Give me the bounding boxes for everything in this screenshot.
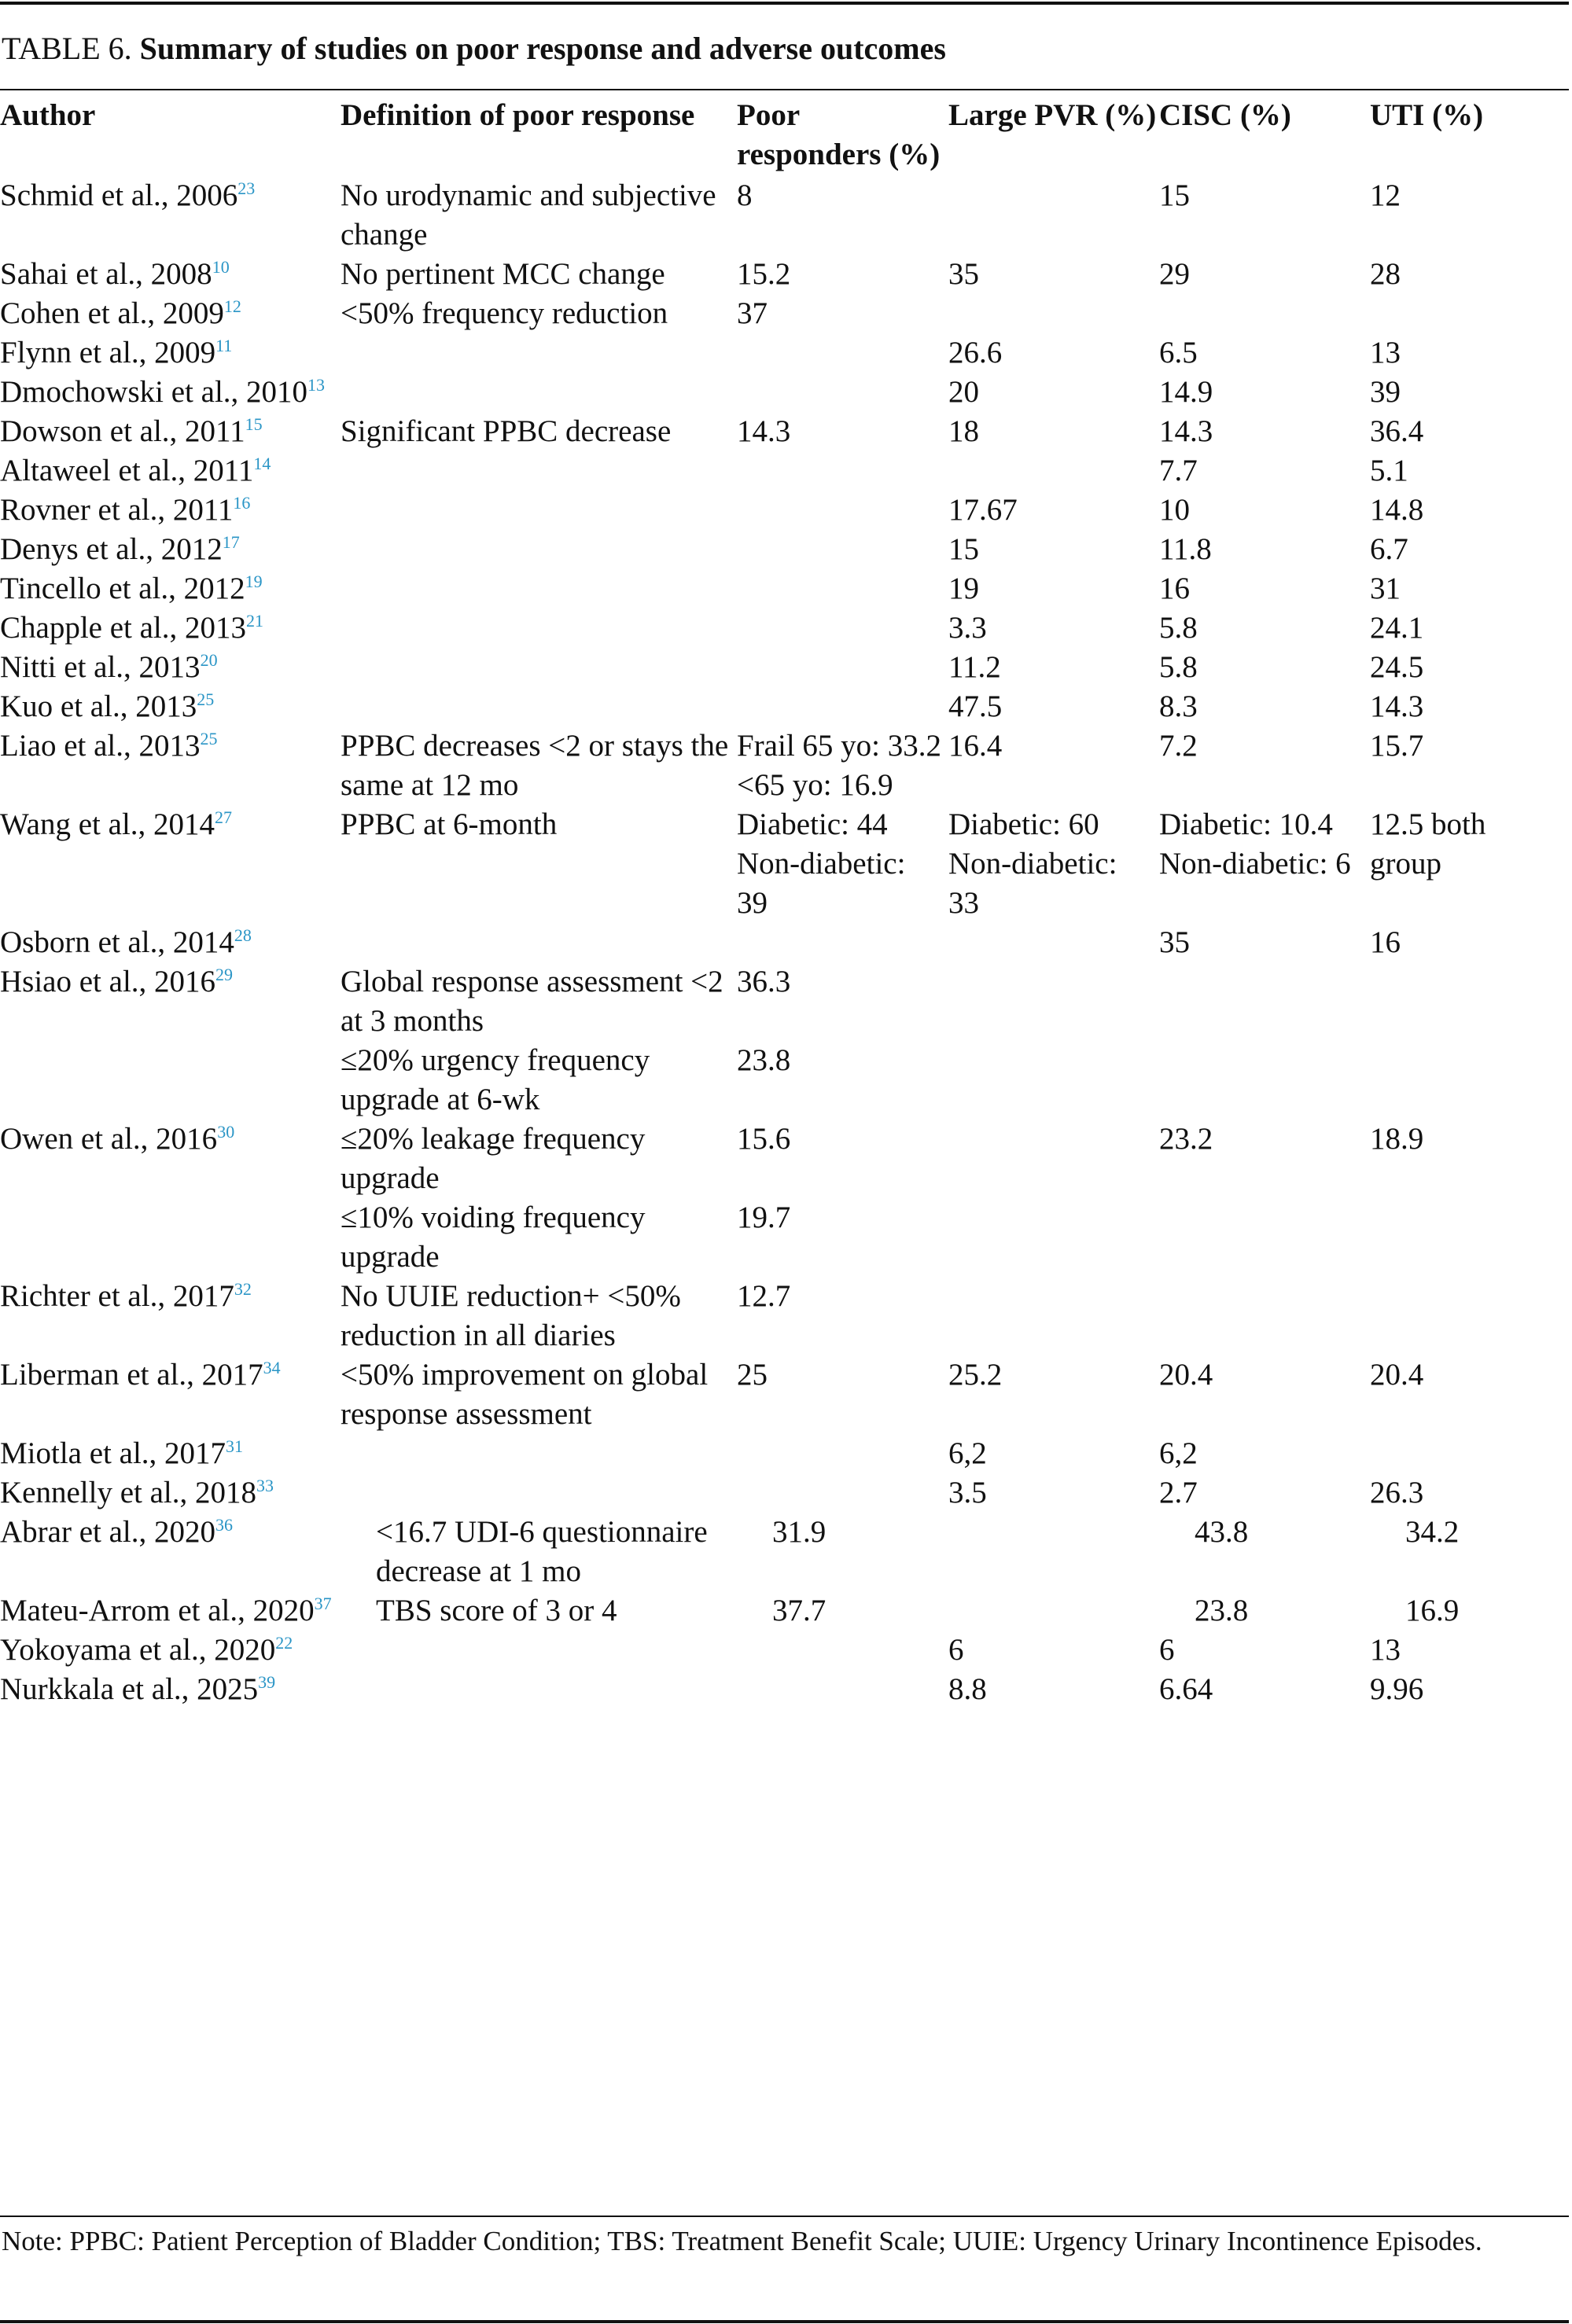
cell-poor bbox=[737, 373, 948, 412]
cell-pvr bbox=[948, 1513, 1159, 1591]
cell-pvr: 20 bbox=[948, 375, 979, 409]
cell-pvr bbox=[948, 1198, 1159, 1277]
table-row bbox=[0, 805, 1569, 923]
cell-definition bbox=[341, 1670, 737, 1709]
cell-definition bbox=[341, 609, 737, 648]
cell-definition: No UUIE reduction+ <50% reduction in all diaries bbox=[341, 1279, 681, 1352]
cell-poor bbox=[737, 491, 948, 530]
citation-ref[interactable]: 39 bbox=[258, 1672, 276, 1692]
cell-author bbox=[0, 491, 341, 530]
cell-pvr: 47.5 bbox=[948, 689, 1003, 723]
citation-ref[interactable]: 16 bbox=[233, 493, 251, 513]
citation-ref[interactable]: 15 bbox=[245, 414, 263, 434]
cell-cisc: 20.4 bbox=[1159, 1358, 1213, 1392]
cell-poor bbox=[737, 1631, 948, 1670]
table-row bbox=[0, 726, 1569, 805]
cell-poor: 12.7 bbox=[737, 1279, 791, 1313]
cell-author bbox=[0, 255, 341, 294]
header-row bbox=[0, 96, 1569, 176]
cell-author bbox=[0, 412, 341, 451]
cell-uti: 14.3 bbox=[1370, 689, 1424, 723]
top-rule bbox=[0, 2, 1569, 5]
table-note: Note: PPBC: Patient Perception of Bladder Condition; TBS: Treatment Benefit Scale; UUIE: Urgency Urinary Incontinence Episodes. bbox=[2, 2226, 1482, 2256]
cell-cisc: 29 bbox=[1159, 257, 1190, 291]
cell-cisc: 5.8 bbox=[1159, 650, 1198, 684]
cell-pvr: 17.67 bbox=[948, 493, 1018, 527]
author-name: Rovner et al., 2011 bbox=[0, 493, 234, 527]
cell-poor bbox=[737, 1473, 948, 1513]
cell-author bbox=[0, 609, 341, 648]
citation-ref[interactable]: 34 bbox=[263, 1358, 281, 1377]
cell-cisc bbox=[1159, 1041, 1370, 1120]
cell-author bbox=[0, 1198, 341, 1277]
citation-ref[interactable]: 33 bbox=[256, 1476, 274, 1495]
author-name: Kennelly et al., 2018 bbox=[0, 1476, 256, 1509]
cell-definition: <50% improvement on global response assessment bbox=[341, 1358, 709, 1431]
cell-cisc: 14.3 bbox=[1159, 414, 1213, 448]
cell-definition bbox=[341, 648, 737, 687]
cell-poor bbox=[737, 569, 948, 609]
citation-ref[interactable]: 27 bbox=[215, 807, 233, 827]
cell-definition bbox=[341, 373, 737, 412]
cell-poor: 36.3 bbox=[737, 965, 791, 998]
author-name: Dowson et al., 2011 bbox=[0, 414, 245, 448]
cell-cisc: 35 bbox=[1159, 925, 1190, 959]
cell-author bbox=[0, 923, 341, 962]
citation-ref[interactable]: 13 bbox=[307, 375, 326, 395]
bottom-rule bbox=[0, 2320, 1569, 2323]
cell-author bbox=[0, 373, 341, 412]
cell-cisc bbox=[1159, 294, 1370, 333]
cell-definition: ≤20% leakage frequency upgrade bbox=[341, 1122, 646, 1195]
cell-pvr: 3.5 bbox=[948, 1476, 987, 1509]
cell-uti bbox=[1370, 294, 1569, 333]
author-name: Hsiao et al., 2016 bbox=[0, 965, 216, 998]
cell-pvr: 16.4 bbox=[948, 729, 1003, 763]
author-name: Kuo et al., 2013 bbox=[0, 689, 197, 723]
table-row bbox=[0, 412, 1569, 451]
cell-author bbox=[0, 1041, 341, 1120]
cell-uti bbox=[1370, 962, 1569, 1041]
cell-pvr bbox=[948, 962, 1159, 1041]
cell-author bbox=[0, 962, 341, 1041]
cell-cisc: 16 bbox=[1159, 572, 1190, 605]
cell-cisc bbox=[1159, 962, 1370, 1041]
cell-definition: Significant PPBC decrease bbox=[341, 414, 672, 448]
cell-author bbox=[0, 1631, 341, 1670]
cell-poor: 19.7 bbox=[737, 1201, 791, 1234]
cell-definition bbox=[341, 1631, 737, 1670]
header-definition: Definition of poor response bbox=[341, 98, 695, 132]
citation-ref[interactable]: 21 bbox=[246, 611, 264, 631]
author-name: Dmochowski et al., 2010 bbox=[0, 375, 308, 409]
cell-cisc: 7.2 bbox=[1159, 729, 1198, 763]
table-row bbox=[0, 255, 1569, 294]
cell-definition: ≤20% urgency frequency upgrade at 6-wk bbox=[341, 1043, 650, 1116]
cell-uti bbox=[1370, 1434, 1569, 1473]
cell-uti: 24.5 bbox=[1370, 650, 1424, 684]
citation-ref[interactable]: 30 bbox=[217, 1122, 235, 1142]
cell-pvr: 6 bbox=[948, 1633, 964, 1667]
cell-poor bbox=[737, 1670, 948, 1709]
cell-uti: 13 bbox=[1370, 336, 1401, 370]
citation-ref[interactable]: 19 bbox=[245, 572, 263, 591]
author-name: Schmid et al., 2006 bbox=[0, 178, 238, 212]
cell-pvr bbox=[948, 176, 1159, 255]
header-large-pvr: Large PVR (%) bbox=[948, 98, 1157, 132]
cell-poor: 37.7 bbox=[772, 1594, 826, 1627]
table-body bbox=[0, 176, 1569, 1709]
table-row bbox=[0, 1120, 1569, 1198]
citation-ref[interactable]: 17 bbox=[222, 532, 240, 552]
cell-author bbox=[0, 1434, 341, 1473]
cell-author bbox=[0, 294, 341, 333]
cell-author bbox=[0, 1277, 341, 1355]
cell-author bbox=[0, 451, 341, 491]
cell-poor bbox=[737, 1434, 948, 1473]
citation-ref[interactable]: 28 bbox=[234, 925, 252, 945]
cell-pvr bbox=[948, 1591, 1159, 1631]
cell-pvr bbox=[948, 923, 1159, 962]
cell-uti: 31 bbox=[1370, 572, 1401, 605]
cell-definition bbox=[341, 530, 737, 569]
cell-poor: 15.2 bbox=[737, 257, 791, 291]
cell-uti: 5.1 bbox=[1370, 454, 1408, 487]
author-name: Richter et al., 2017 bbox=[0, 1279, 234, 1313]
citation-ref[interactable]: 11 bbox=[215, 336, 233, 355]
table-row bbox=[0, 373, 1569, 412]
cell-definition bbox=[341, 491, 737, 530]
table-caption bbox=[2, 28, 946, 69]
cell-poor: 25 bbox=[737, 1358, 768, 1392]
table-row bbox=[0, 687, 1569, 726]
table-row bbox=[0, 569, 1569, 609]
table-row bbox=[0, 1041, 1569, 1120]
cell-pvr bbox=[948, 1120, 1159, 1198]
cell-uti: 12 bbox=[1370, 178, 1401, 212]
citation-ref[interactable]: 29 bbox=[215, 965, 234, 984]
citation-ref[interactable]: 36 bbox=[215, 1515, 233, 1535]
author-name: Abrar et al., 2020 bbox=[0, 1515, 215, 1549]
cell-pvr: Diabetic: 60 Non-diabetic: 33 bbox=[948, 807, 1117, 920]
cell-uti: 6.7 bbox=[1370, 532, 1408, 566]
cell-poor: 15.6 bbox=[737, 1122, 791, 1156]
cell-poor bbox=[737, 648, 948, 687]
cell-definition: No urodynamic and subjective change bbox=[341, 178, 716, 252]
cell-pvr bbox=[948, 1041, 1159, 1120]
cell-cisc: 7.7 bbox=[1159, 454, 1198, 487]
author-name: Wang et al., 2014 bbox=[0, 807, 215, 841]
citation-ref[interactable]: 22 bbox=[275, 1633, 293, 1653]
author-name: Nitti et al., 2013 bbox=[0, 650, 201, 684]
cell-uti: 15.7 bbox=[1370, 729, 1424, 763]
table-row bbox=[0, 648, 1569, 687]
table-row bbox=[0, 1591, 1569, 1631]
citation-ref[interactable]: 20 bbox=[200, 650, 218, 670]
table-row bbox=[0, 176, 1569, 255]
cell-uti: 16 bbox=[1370, 925, 1401, 959]
cell-poor bbox=[737, 687, 948, 726]
cell-poor bbox=[737, 530, 948, 569]
cell-cisc: 23.2 bbox=[1159, 1122, 1213, 1156]
author-name: Cohen et al., 2009 bbox=[0, 296, 224, 330]
author-name: Altaweel et al., 2011 bbox=[0, 454, 254, 487]
cell-pvr: 15 bbox=[948, 532, 979, 566]
citation-ref[interactable]: 25 bbox=[197, 689, 215, 709]
cell-definition: PPBC decreases <2 or stays the same at 12 mo bbox=[341, 729, 729, 802]
cell-cisc bbox=[1159, 1198, 1370, 1277]
author-name: Owen et al., 2016 bbox=[0, 1122, 218, 1156]
cell-author bbox=[0, 569, 341, 609]
table-row bbox=[0, 1277, 1569, 1355]
header-poor-responders: Poor responders (%) bbox=[737, 98, 941, 171]
cell-cisc: 6.5 bbox=[1159, 336, 1198, 370]
table-row bbox=[0, 333, 1569, 373]
cell-definition bbox=[341, 1473, 737, 1513]
author-name: Tincello et al., 2012 bbox=[0, 572, 245, 605]
cell-cisc: 2.7 bbox=[1159, 1476, 1198, 1509]
cell-pvr: 25.2 bbox=[948, 1358, 1003, 1392]
cell-pvr bbox=[948, 294, 1159, 333]
table-label: TABLE 6. bbox=[2, 31, 132, 66]
table-row bbox=[0, 1355, 1569, 1434]
cell-uti: 34.2 bbox=[1405, 1515, 1460, 1549]
cell-poor bbox=[737, 923, 948, 962]
cell-definition bbox=[341, 1434, 737, 1473]
cell-uti: 20.4 bbox=[1370, 1358, 1424, 1392]
table-row bbox=[0, 1434, 1569, 1473]
citation-ref[interactable]: 31 bbox=[226, 1436, 244, 1456]
cell-poor: Frail 65 yo: 33.2 <65 yo: 16.9 bbox=[737, 729, 941, 802]
author-name: Osborn et al., 2014 bbox=[0, 925, 234, 959]
cell-cisc: 5.8 bbox=[1159, 611, 1198, 645]
header-uti: UTI (%) bbox=[1370, 98, 1484, 132]
author-name: Liao et al., 2013 bbox=[0, 729, 201, 763]
author-name: Liberman et al., 2017 bbox=[0, 1358, 263, 1392]
cell-cisc: 6 bbox=[1159, 1633, 1175, 1667]
cell-poor bbox=[737, 451, 948, 491]
citation-ref[interactable]: 10 bbox=[212, 257, 230, 277]
cell-uti: 36.4 bbox=[1370, 414, 1424, 448]
cell-uti: 18.9 bbox=[1370, 1122, 1424, 1156]
cell-cisc: 11.8 bbox=[1159, 532, 1212, 566]
cell-author bbox=[0, 805, 341, 923]
cell-uti: 12.5 both group bbox=[1370, 807, 1486, 881]
cell-author bbox=[0, 1670, 341, 1709]
cell-author bbox=[0, 1513, 341, 1591]
author-name: Chapple et al., 2013 bbox=[0, 611, 247, 645]
cell-poor: 31.9 bbox=[772, 1515, 826, 1549]
cell-author bbox=[0, 1591, 341, 1631]
cell-cisc: 10 bbox=[1159, 493, 1190, 527]
table-row bbox=[0, 1473, 1569, 1513]
cell-uti: 14.8 bbox=[1370, 493, 1424, 527]
cell-pvr: 11.2 bbox=[948, 650, 1001, 684]
table-row bbox=[0, 923, 1569, 962]
cell-cisc: 15 bbox=[1159, 178, 1190, 212]
cell-uti bbox=[1370, 1198, 1569, 1277]
table-title: Summary of studies on poor response and adverse outcomes bbox=[139, 31, 946, 66]
cell-pvr: 18 bbox=[948, 414, 979, 448]
cell-poor bbox=[737, 609, 948, 648]
cell-cisc: 6,2 bbox=[1159, 1436, 1198, 1470]
table-row bbox=[0, 530, 1569, 569]
cell-cisc: 23.8 bbox=[1195, 1594, 1249, 1627]
table-row bbox=[0, 609, 1569, 648]
citation-ref[interactable]: 37 bbox=[314, 1594, 332, 1613]
author-name: Yokoyama et al., 2020 bbox=[0, 1633, 276, 1667]
cell-uti: 13 bbox=[1370, 1633, 1401, 1667]
cell-definition bbox=[341, 333, 737, 373]
cell-definition: PPBC at 6-month bbox=[341, 807, 558, 841]
cell-pvr: 19 bbox=[948, 572, 979, 605]
cell-author bbox=[0, 648, 341, 687]
cell-pvr: 35 bbox=[948, 257, 979, 291]
table-row bbox=[0, 451, 1569, 491]
cell-cisc: 8.3 bbox=[1159, 689, 1198, 723]
cell-definition bbox=[341, 569, 737, 609]
cell-poor: 14.3 bbox=[737, 414, 791, 448]
cell-poor bbox=[737, 333, 948, 373]
citation-ref[interactable]: 14 bbox=[253, 454, 271, 473]
cell-author bbox=[0, 176, 341, 255]
cell-cisc: 43.8 bbox=[1195, 1515, 1249, 1549]
author-name: Miotla et al., 2017 bbox=[0, 1436, 226, 1470]
author-name: Flynn et al., 2009 bbox=[0, 336, 216, 370]
cell-pvr: 26.6 bbox=[948, 336, 1003, 370]
cell-definition: ≤10% voiding frequency upgrade bbox=[341, 1201, 646, 1274]
cell-definition: <16.7 UDI-6 questionnaire decrease at 1 mo bbox=[376, 1515, 708, 1588]
citation-ref[interactable]: 25 bbox=[200, 729, 218, 748]
cell-uti: 9.96 bbox=[1370, 1672, 1424, 1706]
cell-cisc: 6.64 bbox=[1159, 1672, 1213, 1706]
cell-definition bbox=[341, 687, 737, 726]
cell-cisc: 14.9 bbox=[1159, 375, 1213, 409]
cell-uti bbox=[1370, 1277, 1569, 1355]
cell-poor: Diabetic: 44 Non-diabetic: 39 bbox=[737, 807, 906, 920]
cell-definition bbox=[341, 451, 737, 491]
summary-table bbox=[0, 96, 1569, 1709]
cell-uti: 16.9 bbox=[1405, 1594, 1460, 1627]
cell-definition: TBS score of 3 or 4 bbox=[376, 1594, 617, 1627]
author-name: Mateu-Arrom et al., 2020 bbox=[0, 1594, 315, 1627]
cell-uti bbox=[1370, 1041, 1569, 1120]
table-row bbox=[0, 491, 1569, 530]
cell-pvr: 6,2 bbox=[948, 1436, 987, 1470]
author-name: Sahai et al., 2008 bbox=[0, 257, 212, 291]
table-row bbox=[0, 294, 1569, 333]
cell-uti: 26.3 bbox=[1370, 1476, 1424, 1509]
author-name: Denys et al., 2012 bbox=[0, 532, 223, 566]
cell-pvr: 8.8 bbox=[948, 1672, 987, 1706]
cell-pvr: 3.3 bbox=[948, 611, 987, 645]
cell-cisc bbox=[1159, 1277, 1370, 1355]
cell-poor: 8 bbox=[737, 178, 753, 212]
header-cisc: CISC (%) bbox=[1159, 98, 1291, 132]
author-name: Nurkkala et al., 2025 bbox=[0, 1672, 259, 1706]
cell-definition bbox=[341, 923, 737, 962]
cell-author bbox=[0, 1473, 341, 1513]
cell-uti: 28 bbox=[1370, 257, 1401, 291]
footer-rule bbox=[0, 2216, 1569, 2217]
citation-ref[interactable]: 23 bbox=[237, 178, 256, 198]
cell-uti: 39 bbox=[1370, 375, 1401, 409]
citation-ref[interactable]: 32 bbox=[234, 1279, 252, 1299]
cell-definition: <50% frequency reduction bbox=[341, 296, 668, 330]
cell-author bbox=[0, 726, 341, 805]
cell-author bbox=[0, 530, 341, 569]
cell-author bbox=[0, 1120, 341, 1198]
cell-pvr bbox=[948, 451, 1159, 491]
cell-definition: No pertinent MCC change bbox=[341, 257, 665, 291]
citation-ref[interactable]: 12 bbox=[223, 296, 241, 316]
cell-author bbox=[0, 687, 341, 726]
table-row bbox=[0, 1198, 1569, 1277]
cell-definition: Global response assessment <2 at 3 months bbox=[341, 965, 723, 1038]
cell-cisc: Diabetic: 10.4 Non-diabetic: 6 bbox=[1159, 807, 1351, 881]
cell-author bbox=[0, 333, 341, 373]
header-rule bbox=[0, 89, 1569, 90]
header-author: Author bbox=[0, 98, 96, 132]
table-row bbox=[0, 962, 1569, 1041]
table-row bbox=[0, 1670, 1569, 1709]
cell-uti: 24.1 bbox=[1370, 611, 1424, 645]
cell-author bbox=[0, 1355, 341, 1434]
table-row bbox=[0, 1513, 1569, 1591]
cell-pvr bbox=[948, 1277, 1159, 1355]
cell-poor: 37 bbox=[737, 296, 768, 330]
cell-poor: 23.8 bbox=[737, 1043, 791, 1077]
table-row bbox=[0, 1631, 1569, 1670]
